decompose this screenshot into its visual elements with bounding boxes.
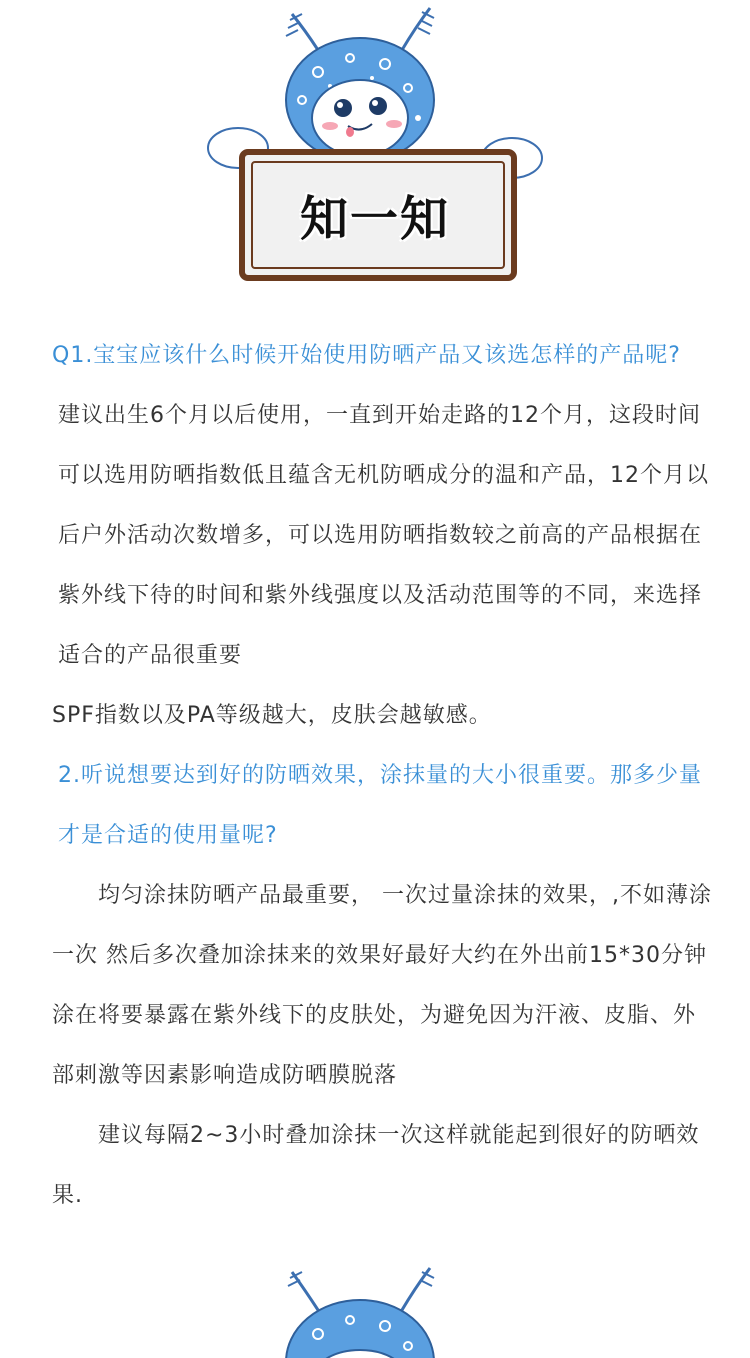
footer-mascot <box>0 1262 750 1358</box>
mascot-sign-illustration <box>0 0 750 310</box>
banner-title: 知一知 <box>299 191 450 247</box>
header-banner <box>0 0 750 310</box>
question-1: Q1.宝宝应该什么时候开始使用防晒产品又该选怎样的产品呢? <box>52 343 681 368</box>
answer-2-note: 建议每隔2~3小时叠加涂抹一次这样就能起到很好的防晒效果. <box>52 1123 700 1208</box>
answer-1-note: SPF指数以及PA等级越大，皮肤会越敏感。 <box>52 703 492 728</box>
question-2: 2.听说想要达到好的防晒效果，涂抹量的大小很重要。那多少量才是合适的使用量呢? <box>58 763 702 848</box>
answer-2: 均匀涂抹防晒产品最重要， 一次过量涂抹的效果，,不如薄涂一次 然后多次叠加涂抹来的效果好最好大约在外出前15*30分钟涂在将要暴露在紫外线下的皮肤处，为避免因为汗液、皮脂、外部刺激等因素影响造成防晒膜脱落 <box>52 883 712 1088</box>
mascot-icon <box>0 1262 750 1358</box>
answer-1: 建议出生6个月以后使用，一直到开始走路的12个月，这段时间可以选用防晒指数低且蕴含无机防晒成分的温和产品，12个月以后户外活动次数增多，可以选用防晒指数较之前高的产品根据在紫外线下待的时间和紫外线强度以及活动范围等的不同，来选择适合的产品很重要 <box>58 403 709 668</box>
article-body <box>52 326 718 1226</box>
